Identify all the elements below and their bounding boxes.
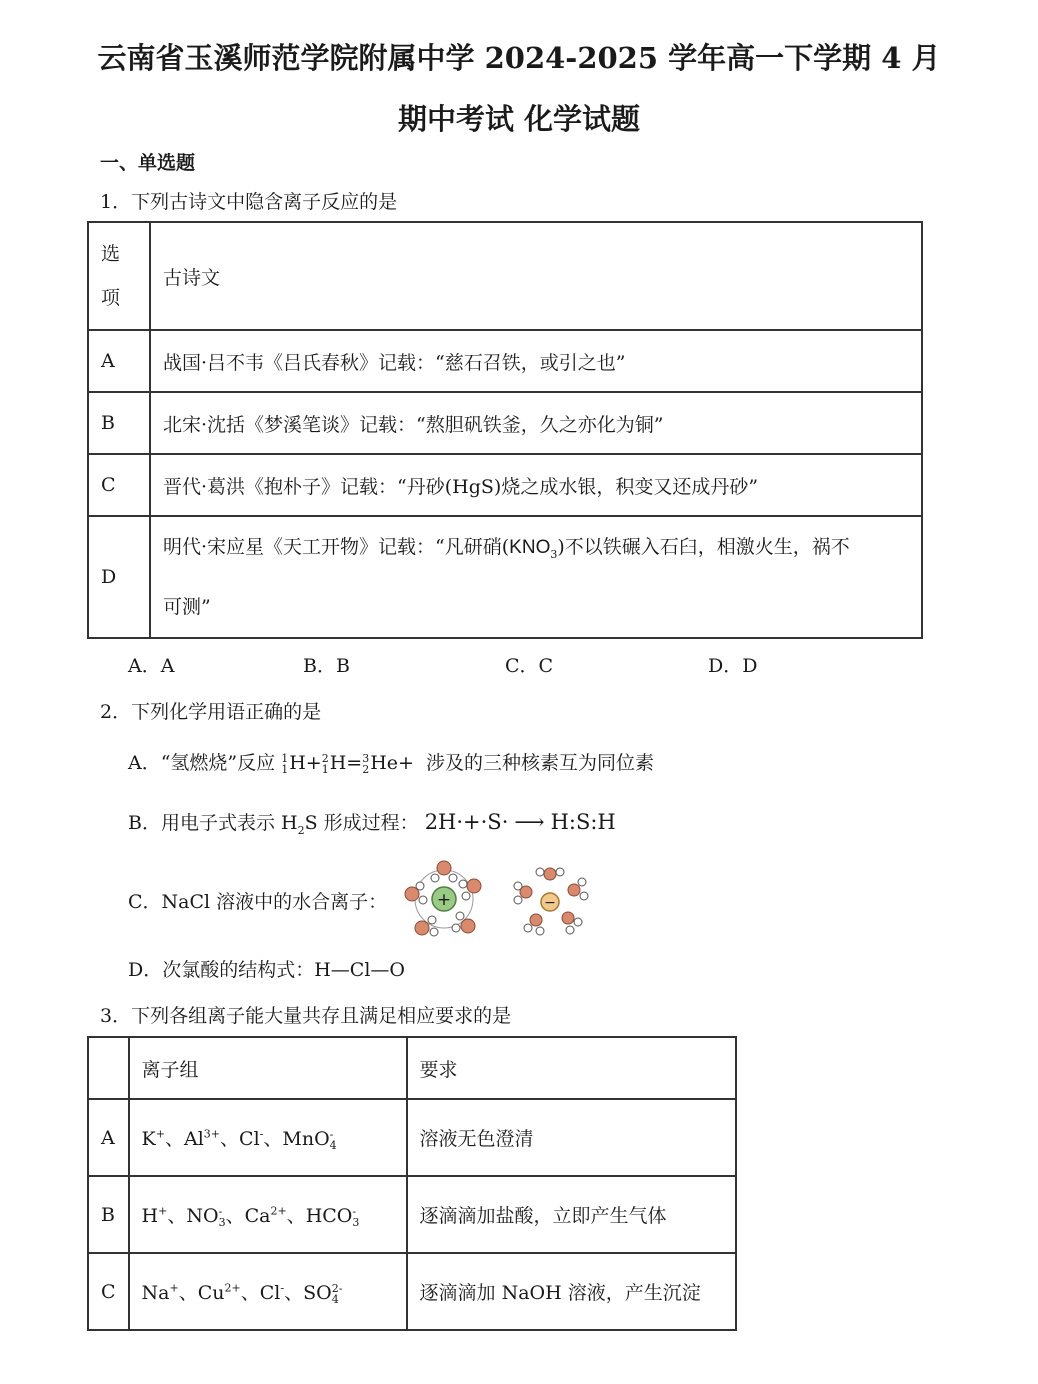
ion-formula: NO- 3 — [186, 1205, 226, 1229]
q2-option-d[interactable]: D．次氯酸的结构式：H—Cl—O — [128, 959, 405, 981]
question-3-table — [87, 1036, 737, 1331]
option-cell: B — [88, 1176, 129, 1253]
nuclide-index: 1 1 — [281, 752, 289, 776]
header-empty-cell — [88, 1037, 129, 1099]
option-cell: C — [88, 1253, 129, 1330]
ion-separator: 、 — [263, 1128, 283, 1150]
nuclide-index: 3 2 — [362, 752, 370, 776]
ion-group-cell — [129, 1253, 407, 1330]
question-2-stem: 2．下列化学用语正确的是 — [100, 701, 322, 723]
header-ions-cell: 离子组 — [129, 1037, 407, 1099]
electron-formula-left: 2H·+·S· — [424, 810, 509, 834]
table-header-row — [88, 222, 922, 330]
ion-group-cell — [129, 1099, 407, 1176]
q2-option-c[interactable]: C．NaCl 溶液中的水合离子： — [128, 891, 388, 913]
ion-separator: 、 — [164, 1128, 184, 1150]
poem-cell: 战国·吕不韦《吕氏春秋》记载：“慈石召铁，或引之也” — [150, 330, 922, 392]
requirement-cell: 溶液无色澄清 — [407, 1099, 736, 1176]
table-row — [88, 1176, 736, 1253]
water-molecule — [514, 882, 532, 904]
poem-cell: 晋代·葛洪《抱朴子》记载：“丹砂(HgS)烧之成水银，积变又还成丹砂” — [150, 454, 922, 516]
table-row — [88, 1253, 736, 1330]
ion-formula: MnO- 4 — [282, 1128, 337, 1152]
nuclide-index: 2 1 — [321, 752, 329, 776]
water-molecule — [536, 868, 564, 880]
section-title: 一、单选题 — [100, 152, 196, 174]
option-cell: D — [88, 516, 150, 638]
poem-line-1: 明代·宋应星《天工开物》记载：“凡研硝$(KNO_3)$不以铁碾入石臼，相激火生，祸不 — [163, 536, 850, 561]
ion-separator: 、 — [178, 1282, 198, 1304]
question-3-stem: 3．下列各组离子能大量共存且满足相应要求的是 — [100, 1005, 512, 1027]
ion-formula: Cl- — [259, 1281, 285, 1304]
poem-cell: 北宋·沈括《梦溪笔谈》记载：“熬胆矾铁釜，久之亦化为铜” — [150, 392, 922, 454]
ion-formula: K+ — [141, 1127, 165, 1150]
ion-formula: $Ca^{2+}$ — [244, 1204, 287, 1227]
ion-group-cell — [129, 1176, 407, 1253]
choice-c[interactable]: C．C — [505, 655, 554, 677]
table-row — [88, 516, 922, 638]
ion-formula: $Cu^{2+}$ — [197, 1281, 241, 1304]
ion-separator: 、 — [240, 1282, 260, 1304]
electron-formula-right: H:S:H — [550, 810, 616, 834]
hydrated-cation-diagram — [398, 856, 490, 942]
q2-option-b[interactable]: B．用电子式表示 $H_2S$ 形成过程： 2H·+·S· ⟶ H:S:H — [128, 810, 616, 837]
ion-formula: Na+ — [141, 1281, 179, 1304]
exam-title-line2: 期中考试 化学试题 — [397, 102, 641, 136]
ion-separator: 、 — [220, 1128, 240, 1150]
option-cell: A — [88, 330, 150, 392]
option-cell: C — [88, 454, 150, 516]
water-molecule — [452, 912, 475, 933]
ion-formula: $Al^{3+}$ — [183, 1127, 221, 1150]
anion-charge-label: − — [544, 895, 556, 911]
poem-cell — [150, 516, 922, 638]
option-cell: B — [88, 392, 150, 454]
header-option-label-line2: 项 — [101, 287, 121, 309]
question-1-stem: 1．下列古诗文中隐含离子反应的是 — [100, 191, 398, 213]
header-requirement-cell: 要求 — [407, 1037, 736, 1099]
choice-a[interactable]: A．A — [128, 655, 175, 677]
water-molecule — [524, 914, 544, 935]
ion-formula: SO2- 4 — [303, 1282, 343, 1306]
ion-separator: 、 — [284, 1282, 304, 1304]
ion-separator: 、 — [225, 1205, 245, 1227]
hydrated-anion-diagram — [510, 864, 590, 938]
water-molecule — [562, 912, 582, 934]
ion-formula: HCO- 3 — [305, 1205, 360, 1229]
poem-line-2: 可测” — [163, 595, 211, 618]
water-molecule — [459, 879, 481, 900]
exam-title-line1: 云南省玉溪师范学院附属中学 2024-2025 学年高一下学期 4 月 — [97, 41, 941, 75]
choice-b[interactable]: B．B — [303, 655, 350, 677]
water-molecule — [568, 878, 588, 900]
cation-charge-label: + — [436, 890, 452, 910]
ion-separator: 、 — [286, 1205, 306, 1227]
ion-formula: H+ — [141, 1204, 168, 1227]
water-molecule — [405, 882, 427, 904]
header-poem-cell: 古诗文 — [150, 222, 922, 330]
q2-option-a[interactable]: A．“氢燃烧”反应 1 1H+2 1H=3 2He+ 涉及的三种核素互为同位素 — [128, 752, 655, 776]
question-1-table — [87, 221, 923, 639]
table-row — [88, 392, 922, 454]
table-header-row — [88, 1037, 736, 1099]
table-row — [88, 1099, 736, 1176]
ion-formula: Cl- — [239, 1127, 264, 1150]
requirement-cell: 逐滴滴加盐酸，立即产生气体 — [407, 1176, 736, 1253]
header-option-cell — [88, 222, 150, 330]
question-1-choices — [128, 651, 828, 677]
table-row — [88, 454, 922, 516]
header-option-label-line1: 选 — [101, 243, 121, 265]
table-row — [88, 330, 922, 392]
requirement-cell: 逐滴滴加 NaOH 溶液，产生沉淀 — [407, 1253, 736, 1330]
option-cell: A — [88, 1099, 129, 1176]
reaction-arrow-icon: ⟶ — [514, 810, 545, 834]
choice-d[interactable]: D．D — [708, 655, 758, 677]
ion-separator: 、 — [167, 1205, 187, 1227]
